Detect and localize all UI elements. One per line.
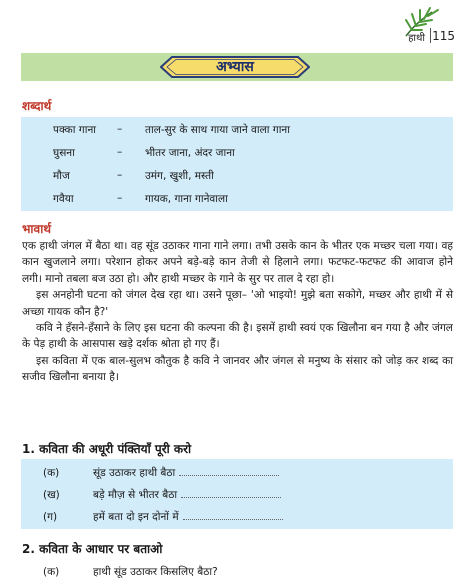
question-item (21, 488, 453, 506)
glossary-word: गवैया (53, 193, 74, 205)
glossary-dash: – (117, 123, 123, 135)
glossary-heading: शब्दार्थ (22, 99, 52, 113)
glossary-meaning: गायक, गाना गानेवाला (145, 193, 228, 205)
summary-text (22, 238, 453, 386)
blank-line[interactable] (181, 488, 281, 498)
glossary-word: पक्का गाना (53, 124, 96, 136)
summary-paragraph: इस अनहोनी घटना को जंगल देख रहा था। उसने पूछा– 'ओ भाइयो! मुझे बता सकोगे, मच्छर और हाथी में से अच्छा गायक कौन है?' (22, 289, 453, 318)
question-item (21, 510, 453, 528)
glossary-word: मौज (53, 170, 70, 182)
summary-paragraph: इस कविता में एक बाल-सुलभ कौतुक है कवि ने जानवर और जंगल से मनुष्य के संसार को जोड़ कर शब्द का सजीव खिलौना बनाया है। (22, 354, 453, 384)
question-text (93, 510, 283, 524)
summary-paragraph: कवि ने हँसने-हँसाने के लिए इस घटना की कल्पना की है। इसमें हाथी स्वयं एक खिलौना बन गया है और जंगल के पेड़ हाथी के आसपास खड़े दर्शक श्रोता हो गए हैं। (22, 322, 453, 351)
glossary-dash: – (117, 192, 123, 204)
page-number: 115 (432, 29, 455, 43)
question-marker: (ख) (43, 489, 60, 501)
question-marker: (क) (43, 467, 60, 479)
glossary-dash: – (117, 169, 123, 181)
glossary-row (21, 123, 453, 141)
question-2-heading: 2. कविता के आधार पर बताओ (22, 542, 163, 556)
question-line: हमें बता दो इन दोनों में (93, 511, 179, 523)
question-marker: (ग) (43, 511, 58, 523)
question-marker: (क) (43, 566, 60, 578)
header-divider (430, 28, 431, 43)
question-line: बड़े मौज़ से भीतर बैठा (93, 489, 178, 501)
blank-line[interactable] (179, 466, 279, 476)
question-text (93, 488, 281, 502)
glossary-meaning: उमंग, खुशी, मस्ती (145, 170, 214, 182)
glossary-word: घुसना (53, 147, 75, 159)
question-1-heading: 1. कविता की अधूरी पंक्तियाँ पूरी करो (22, 442, 192, 456)
glossary-dash: – (117, 146, 123, 158)
question-item (21, 466, 453, 484)
glossary-row (21, 192, 453, 210)
glossary-meaning: ताल-सुर के साथ गाया जाने वाला गाना (145, 124, 290, 136)
question-text: हाथी सूंड उठाकर किसलिए बैठा? (93, 566, 218, 578)
glossary-row (21, 169, 453, 187)
chapter-name: हाथी (408, 33, 425, 44)
question-line: सूंड उठाकर हाथी बैठा (93, 467, 176, 479)
summary-heading: भावार्थ (22, 222, 51, 236)
glossary-row (21, 146, 453, 164)
question-text (93, 466, 279, 480)
exercise-title: अभ्यास (216, 59, 254, 75)
glossary-meaning: भीतर जाना, अंदर जाना (145, 147, 235, 159)
summary-paragraph: एक हाथी जंगल में बैठा था। वह सूंड उठाकर गाना गाने लगा। तभी उसके कान के भीतर एक मच्छर चला गया। वह कान खुजलाने लगा। परेशान होकर अपने बड़े-बड़े कान तेजी से हिलाने लगा। फटफट-फटफट की आवाज होने लगी। मानो तबला बज उठा हो। और हाथी मच्छर के गाने के सुर पर ताल दे रहा हो। (22, 240, 453, 285)
blank-line[interactable] (183, 510, 283, 520)
